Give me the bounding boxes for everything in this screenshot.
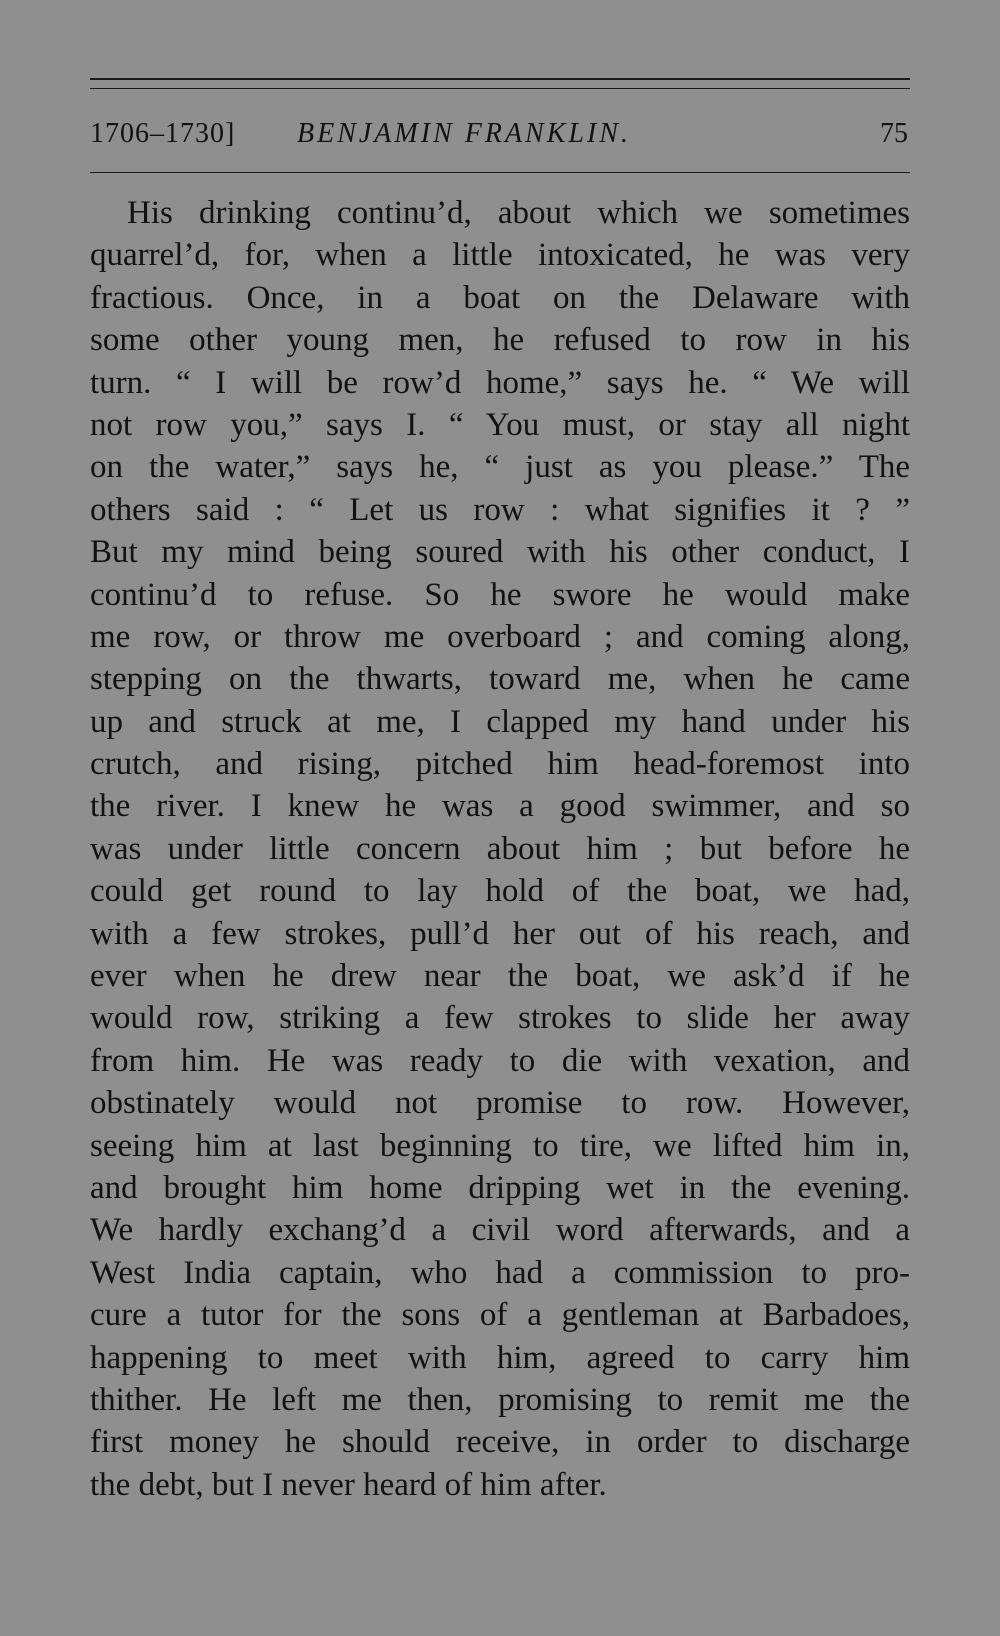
text-line: We hardly exchang’d a civil word afterwards, and a (90, 1212, 910, 1249)
text-line: crutch, and rising, pitched him head-foremost into (90, 746, 910, 783)
page-number: 75 (880, 118, 908, 149)
header-years: 1706–1730] (90, 118, 236, 149)
text-line: turn. “ I will be row’d home,” says he. “ We will (90, 364, 910, 401)
text-line: could get round to lay hold of the boat, we had, (90, 873, 910, 910)
running-header (90, 118, 910, 158)
text-line: first money he should receive, in order to discharge (90, 1424, 910, 1461)
text-line: me row, or throw me overboard ; and coming along, (90, 618, 910, 655)
text-line: quarrel’d, for, when a little intoxicated, he was very (90, 237, 910, 274)
text-line: and brought him home dripping wet in the evening. (90, 1169, 910, 1206)
text-line: up and struck at me, I clapped my hand under his (90, 703, 910, 740)
body-paragraph (90, 192, 910, 1506)
text-line: continu’d to refuse. So he swore he would make (90, 576, 910, 613)
text-line: cure a tutor for the sons of a gentleman at Barbadoes, (90, 1297, 910, 1334)
text-line: fractious. Once, in a boat on the Delaware with (90, 279, 910, 316)
text-line: from him. He was ready to die with vexation, and (90, 1042, 910, 1079)
text-line: His drinking continu’d, about which we sometimes (127, 195, 910, 231)
text-line: happening to meet with him, agreed to carry him (90, 1339, 910, 1376)
text-line: on the water,” says he, “ just as you please.” The (90, 449, 910, 486)
text-line: not row you,” says I. “ You must, or stay all night (90, 406, 910, 443)
header-double-rule-bottom (90, 88, 910, 89)
text-line: ever when he drew near the boat, we ask’d if he (90, 958, 910, 995)
text-line: stepping on the thwarts, toward me, when he came (90, 661, 910, 698)
text-line: the debt, but I never heard of him after. (90, 1466, 607, 1503)
header-title: BENJAMIN FRANKLIN. (297, 118, 631, 149)
text-line: with a few strokes, pull’d her out of his reach, and (90, 915, 910, 952)
text-line: would row, striking a few strokes to slide her away (90, 1000, 910, 1037)
text-line: seeing him at last beginning to tire, we lifted him in, (90, 1127, 910, 1164)
text-line: But my mind being soured with his other conduct, I (90, 534, 910, 571)
header-underline (90, 172, 910, 173)
text-line: was under little concern about him ; but before he (90, 830, 910, 867)
text-line: others said : “ Let us row : what signifies it ? ” (90, 491, 910, 528)
text-line: obstinately would not promise to row. However, (90, 1085, 910, 1122)
text-line: some other young men, he refused to row in his (90, 322, 910, 359)
text-line: West India captain, who had a commission to pro- (90, 1254, 910, 1291)
header-double-rule-top (90, 78, 910, 80)
text-line: the river. I knew he was a good swimmer, and so (90, 788, 910, 825)
text-line: thither. He left me then, promising to remit me the (90, 1381, 910, 1418)
